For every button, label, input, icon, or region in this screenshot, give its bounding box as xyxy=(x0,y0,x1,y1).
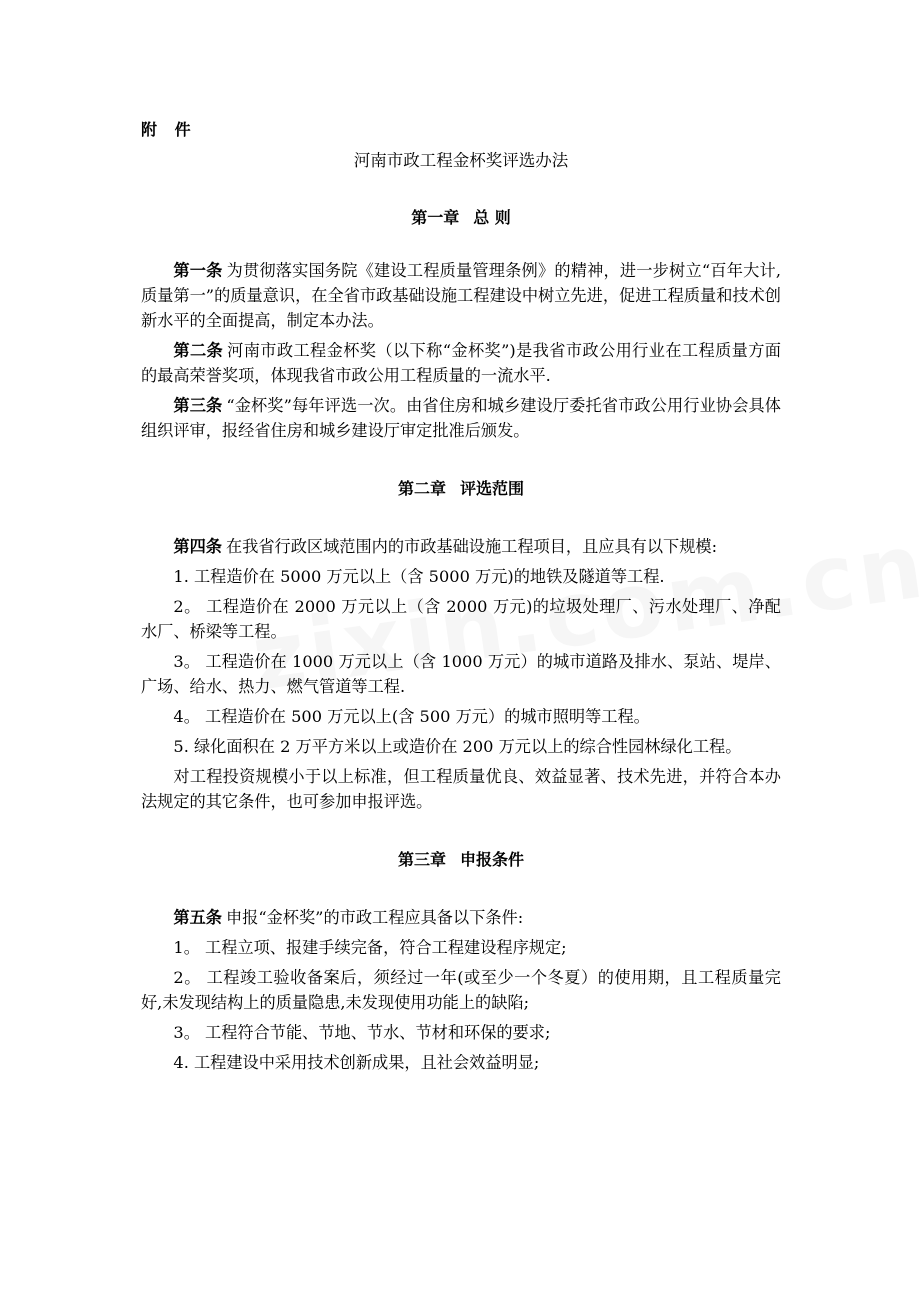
attachment-label: 附 件 xyxy=(141,120,197,139)
list-item: 3。 工程符合节能、节地、节水、节材和环保的要求; xyxy=(173,1023,551,1042)
list-item: 4. 工程建设中采用技术创新成果，且社会效益明显; xyxy=(173,1053,540,1072)
article-text: 河南市政工程金杯奖（以下称“金杯奖”)是我省市政公用行业在工程质量方面的最高荣誉奖项，体现我省市政公用工程质量的一流水平. xyxy=(141,341,781,385)
article-label: 第二条 xyxy=(173,341,224,360)
article-paragraph xyxy=(141,393,781,443)
chapter-name: 申报条件 xyxy=(460,850,525,869)
article-label: 第三条 xyxy=(173,396,223,415)
list-item: 3。 工程造价在 1000 万元以上（含 1000 万元）的城市道路及排水、泵站、堤岸、广场、给水、热力、燃气管道等工程. xyxy=(141,652,781,696)
list-item: 2。 工程竣工验收备案后，须经过一年(或至少一个冬夏）的使用期，且工程质量完好,未发现结构上的质量隐患,未发现使用功能上的缺陷; xyxy=(141,968,781,1012)
article-paragraph xyxy=(141,338,781,388)
article-label: 第五条 xyxy=(173,908,222,927)
chapter-name: 评选范围 xyxy=(460,479,525,498)
chapter-heading xyxy=(141,476,781,501)
list-item: 1. 工程造价在 5000 万元以上（含 5000 万元)的地铁及隧道等工程. xyxy=(173,567,665,586)
chapter-number: 第三章 xyxy=(397,850,446,869)
article-paragraph xyxy=(141,534,781,559)
article-label: 第一条 xyxy=(173,261,223,280)
chapter-heading xyxy=(141,847,781,872)
article-text: 申报“金杯奖”的市政工程应具备以下条件: xyxy=(225,908,524,927)
article-text: 为贯彻落实国务院《建设工程质量管理条例》的精神，进一步树立“百年大计,质量第一”的质量意识，在全省市政基础设施工程建设中树立先进，促进工程质量和技术创新水平的全面提高，制定本办法。 xyxy=(141,261,782,330)
chapter-name: 总 则 xyxy=(473,208,511,227)
article-text: 在我省行政区域范围内的市政基础设施工程项目，且应具有以下规模: xyxy=(225,537,718,556)
chapter-heading xyxy=(141,205,781,230)
body-paragraph: 对工程投资规模小于以上标准，但工程质量优良、效益显著、技术先进，并符合本办法规定的其它条件，也可参加申报评选。 xyxy=(141,767,781,811)
chapter-number: 第一章 xyxy=(411,208,460,227)
article-label: 第四条 xyxy=(173,537,222,556)
list-item: 1。 工程立项、报建手续完备，符合工程建设程序规定; xyxy=(173,938,567,957)
article-paragraph xyxy=(141,258,781,333)
document-title: 河南市政工程金杯奖评选办法 xyxy=(353,151,569,170)
list-item: 5. 绿化面积在 2 万平方米以上或造价在 200 万元以上的综合性园林绿化工程。 xyxy=(173,737,742,756)
list-item: 2。 工程造价在 2000 万元以上（含 2000 万元)的垃圾处理厂、污水处理厂、净配水厂、桥梁等工程。 xyxy=(141,597,781,641)
article-text: “金杯奖”每年评选一次。由省住房和城乡建设厅委托省市政公用行业协会具体组织评审，报经省住房和城乡建设厅审定批准后颁发。 xyxy=(141,396,781,440)
document-body xyxy=(141,117,781,1075)
list-item: 4。 工程造价在 500 万元以上(含 500 万元）的城市照明等工程。 xyxy=(173,707,650,726)
article-paragraph xyxy=(141,905,781,930)
chapter-number: 第二章 xyxy=(397,479,446,498)
